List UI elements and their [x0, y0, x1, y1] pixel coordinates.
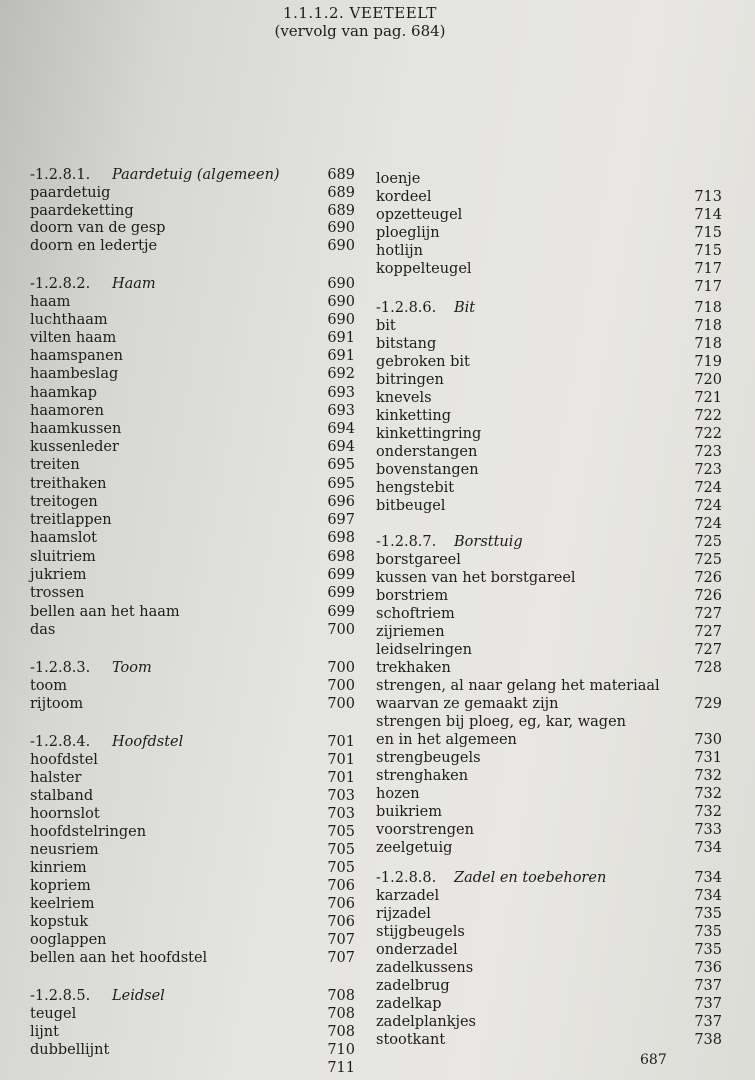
index-entry	[30, 677, 355, 695]
entry-term: onderzadel	[376, 942, 458, 958]
entry-term: bellen aan het haam	[30, 604, 180, 620]
entry-page-number: 691	[327, 348, 355, 364]
entry-term: opzetteugel	[376, 207, 463, 223]
entry-term: kinriem	[30, 860, 87, 876]
entry-term: paardeketting	[30, 203, 134, 219]
entry-term: loenje	[376, 171, 421, 187]
index-entry	[376, 695, 722, 713]
chapter-title: 1.1.1.2. VEETEELT	[283, 4, 437, 22]
entry-page-number: 726	[694, 570, 722, 586]
entry-page-number: 711	[327, 1060, 355, 1076]
entry-term: zadelkap	[376, 996, 442, 1012]
entry-term: bitringen	[376, 372, 444, 388]
entry-term: dubbellijnt	[30, 1042, 110, 1058]
section-heading	[376, 869, 722, 887]
index-entry	[376, 569, 722, 587]
index-entry	[376, 749, 722, 767]
entry-page-number: 732	[694, 768, 722, 784]
entry-page-number: 719	[694, 354, 722, 370]
index-entry	[376, 641, 722, 659]
entry-term: treithaken	[30, 476, 107, 492]
entry-page-number: 734	[694, 870, 722, 886]
entry-page-number: 720	[694, 372, 722, 388]
index-entry	[376, 713, 722, 731]
entry-page-number: 726	[694, 588, 722, 604]
entry-term: hotlijn	[376, 243, 424, 259]
index-entry	[30, 787, 355, 805]
index-entry	[376, 461, 722, 479]
entry-page-number: 717	[694, 261, 722, 277]
index-entry	[376, 923, 722, 941]
entry-term: kussenleder	[30, 439, 119, 455]
entry-page-number: 735	[694, 942, 722, 958]
entry-page-number: 707	[327, 950, 355, 966]
index-entry	[376, 605, 722, 623]
index-entry	[30, 805, 355, 823]
entry-page-number: 710	[327, 1042, 355, 1058]
entry-page-number: 735	[694, 906, 722, 922]
entry-page-number: 703	[327, 788, 355, 804]
entry-term: zadelbrug	[376, 978, 450, 994]
section-title: Leidsel	[112, 988, 165, 1004]
index-entry	[376, 821, 722, 839]
section-title: Haam	[112, 276, 156, 292]
entry-term: ooglappen	[30, 932, 107, 948]
entry-term: kinkettingring	[376, 426, 482, 442]
index-entry	[376, 371, 722, 389]
entry-page-number: 689	[327, 203, 355, 219]
index-entry	[376, 887, 722, 905]
entry-page-number: 701	[327, 752, 355, 768]
entry-term: buikriem	[376, 804, 442, 820]
index-entry	[376, 206, 722, 224]
entry-term: hengstebit	[376, 480, 455, 496]
index-entry	[30, 184, 355, 202]
entry-term: jukriem	[30, 567, 87, 583]
entry-page-number: 736	[694, 960, 722, 976]
entry-term: vilten haam	[30, 330, 117, 346]
entry-page-number: 700	[327, 678, 355, 694]
entry-page-number: 699	[327, 585, 355, 601]
entry-term: haamspanen	[30, 348, 124, 364]
entry-page-number: 733	[694, 822, 722, 838]
entry-term: ploeglijn	[376, 225, 440, 241]
entry-term: sluitriem	[30, 549, 96, 565]
index-entry	[30, 1059, 355, 1077]
index-entry	[376, 242, 722, 260]
index-entry	[30, 603, 355, 621]
entry-term: haamoren	[30, 403, 104, 419]
entry-term: haam	[30, 294, 71, 310]
index-entry	[30, 769, 355, 787]
entry-term: kordeel	[376, 189, 432, 205]
index-entry	[376, 188, 722, 206]
entry-page-number: 722	[694, 426, 722, 442]
entry-term: strengen bij ploeg, eg, kar, wagen	[376, 714, 627, 730]
page-number: 687	[640, 1052, 667, 1068]
entry-term: stalband	[30, 788, 94, 804]
index-entry	[30, 529, 355, 547]
section-code: -1.2.8.6.	[376, 300, 437, 316]
entry-page-number: 698	[327, 549, 355, 565]
index-entry	[376, 224, 722, 242]
section-heading	[30, 166, 355, 184]
index-entry	[30, 895, 355, 913]
index-entry	[30, 823, 355, 841]
section-code: -1.2.8.5.	[30, 988, 91, 1004]
index-entry	[30, 329, 355, 347]
index-entry	[30, 859, 355, 877]
entry-page-number: 718	[694, 300, 722, 316]
entry-term: halster	[30, 770, 82, 786]
section-code: -1.2.8.7.	[376, 534, 437, 550]
entry-term: paardetuig	[30, 185, 111, 201]
entry-page-number: 734	[694, 840, 722, 856]
index-entry	[376, 170, 722, 188]
entry-term: strenghaken	[376, 768, 469, 784]
index-entry	[376, 335, 722, 353]
entry-term: stootkant	[376, 1032, 446, 1048]
index-entry	[30, 202, 355, 220]
index-entry	[30, 841, 355, 859]
entry-term: hoofdstelringen	[30, 824, 147, 840]
entry-page-number: 705	[327, 824, 355, 840]
entry-term: zijriemen	[376, 624, 445, 640]
entry-term: teugel	[30, 1006, 77, 1022]
entry-page-number: 699	[327, 567, 355, 583]
entry-term: rijtoom	[30, 696, 84, 712]
entry-page-number: 707	[327, 932, 355, 948]
entry-page-number: 713	[694, 189, 722, 205]
entry-page-number: 708	[327, 1006, 355, 1022]
entry-term: waarvan ze gemaakt zijn	[376, 696, 559, 712]
entry-page-number: 694	[327, 439, 355, 455]
entry-page-number: 729	[694, 696, 722, 712]
entry-term: bit	[376, 318, 396, 334]
entry-term: zadelkussens	[376, 960, 474, 976]
index-entry	[376, 425, 722, 443]
entry-page-number: 731	[694, 750, 722, 766]
entry-term: bellen aan het hoofdstel	[30, 950, 208, 966]
entry-term: stijgbeugels	[376, 924, 465, 940]
index-entry	[30, 621, 355, 639]
entry-term: trossen	[30, 585, 85, 601]
entry-page-number: 706	[327, 914, 355, 930]
entry-term: schoftriem	[376, 606, 455, 622]
entry-page-number: 708	[327, 988, 355, 1004]
entry-term: koppelteugel	[376, 261, 472, 277]
entry-term: knevels	[376, 390, 432, 406]
index-entry	[30, 1023, 355, 1041]
entry-term: kopstuk	[30, 914, 89, 930]
index-entry	[30, 511, 355, 529]
entry-page-number: 714	[694, 207, 722, 223]
entry-page-number: 727	[694, 624, 722, 640]
entry-page-number: 723	[694, 444, 722, 460]
entry-page-number: 738	[694, 1032, 722, 1048]
entry-term: voorstrengen	[376, 822, 474, 838]
section-title: Toom	[112, 660, 152, 676]
index-entry	[30, 548, 355, 566]
index-entry	[30, 695, 355, 713]
entry-term: lijnt	[30, 1024, 59, 1040]
entry-page-number: 737	[694, 996, 722, 1012]
entry-page-number: 695	[327, 476, 355, 492]
entry-page-number: 692	[327, 366, 355, 382]
entry-term: en in het algemeen	[376, 732, 517, 748]
index-entry	[376, 941, 722, 959]
entry-term: neusriem	[30, 842, 99, 858]
entry-page-number: 734	[694, 888, 722, 904]
index-entry	[376, 785, 722, 803]
entry-page-number: 735	[694, 924, 722, 940]
section-title: Zadel en toebehoren	[454, 870, 607, 886]
index-entry	[376, 623, 722, 641]
entry-page-number: 724	[694, 498, 722, 514]
entry-page-number: 708	[327, 1024, 355, 1040]
index-entry	[376, 767, 722, 785]
entry-term: haamkap	[30, 385, 98, 401]
entry-page-number: 732	[694, 804, 722, 820]
entry-term: zeelgetuig	[376, 840, 453, 856]
index-entry	[30, 219, 355, 237]
entry-term: leidselringen	[376, 642, 472, 658]
index-entry	[30, 493, 355, 511]
index-entry	[30, 237, 355, 255]
section-title: Bit	[454, 300, 476, 316]
entry-page-number: 717	[694, 279, 722, 295]
entry-page-number: 724	[694, 480, 722, 496]
entry-page-number: 690	[327, 220, 355, 236]
entry-term: haambeslag	[30, 366, 119, 382]
section-title: Paardetuig (algemeen)	[112, 167, 280, 183]
entry-page-number: 689	[327, 185, 355, 201]
entry-page-number: 700	[327, 696, 355, 712]
index-entry	[376, 260, 722, 278]
index-entry	[376, 353, 722, 371]
index-entry	[30, 438, 355, 456]
entry-page-number: 721	[694, 390, 722, 406]
index-entry	[376, 389, 722, 407]
index-entry	[376, 407, 722, 425]
entry-page-number: 695	[327, 457, 355, 473]
entry-page-number: 693	[327, 403, 355, 419]
entry-term: trekhaken	[376, 660, 451, 676]
section-title: Borsttuig	[454, 534, 523, 550]
entry-page-number: 730	[694, 732, 722, 748]
entry-term: doorn van de gesp	[30, 220, 166, 236]
index-entry	[30, 365, 355, 383]
index-entry	[30, 475, 355, 493]
entry-page-number: 725	[694, 534, 722, 550]
entry-page-number: 690	[327, 276, 355, 292]
index-entry	[30, 931, 355, 949]
entry-term: bovenstangen	[376, 462, 479, 478]
entry-page-number: 723	[694, 462, 722, 478]
entry-term: keelriem	[30, 896, 95, 912]
section-heading	[30, 659, 355, 677]
entry-term: toom	[30, 678, 68, 694]
entry-page-number: 691	[327, 330, 355, 346]
index-entry	[376, 803, 722, 821]
entry-page-number: 698	[327, 530, 355, 546]
section-heading	[376, 299, 722, 317]
entry-page-number: 737	[694, 1014, 722, 1030]
index-entry	[376, 839, 722, 857]
index-entry	[376, 515, 722, 533]
entry-page-number: 706	[327, 896, 355, 912]
entry-term: kinketting	[376, 408, 452, 424]
entry-page-number: 718	[694, 318, 722, 334]
section-code: -1.2.8.4.	[30, 734, 91, 750]
index-entry	[376, 659, 722, 677]
entry-page-number: 715	[694, 243, 722, 259]
entry-term: haamslot	[30, 530, 98, 546]
entry-page-number: 715	[694, 225, 722, 241]
index-entry	[30, 877, 355, 895]
entry-page-number: 701	[327, 734, 355, 750]
index-entry	[376, 905, 722, 923]
entry-term: kopriem	[30, 878, 91, 894]
entry-term: karzadel	[376, 888, 440, 904]
entry-term: das	[30, 622, 56, 638]
entry-page-number: 728	[694, 660, 722, 676]
index-entry	[376, 587, 722, 605]
index-entry	[30, 420, 355, 438]
entry-page-number: 694	[327, 421, 355, 437]
section-heading	[30, 733, 355, 751]
entry-page-number: 737	[694, 978, 722, 994]
entry-page-number: 705	[327, 860, 355, 876]
index-entry	[376, 977, 722, 995]
index-entry	[30, 949, 355, 967]
entry-page-number: 725	[694, 552, 722, 568]
index-entry	[376, 443, 722, 461]
index-entry	[30, 347, 355, 365]
index-entry	[30, 402, 355, 420]
entry-page-number: 724	[694, 516, 722, 532]
entry-page-number: 699	[327, 604, 355, 620]
entry-term: treitlappen	[30, 512, 112, 528]
entry-page-number: 703	[327, 806, 355, 822]
entry-term: haamkussen	[30, 421, 122, 437]
entry-page-number: 693	[327, 385, 355, 401]
index-entry	[30, 584, 355, 602]
entry-term: treitogen	[30, 494, 98, 510]
entry-term: strengbeugels	[376, 750, 481, 766]
section-code: -1.2.8.2.	[30, 276, 91, 292]
section-code: -1.2.8.3.	[30, 660, 91, 676]
entry-page-number: 690	[327, 294, 355, 310]
index-entry	[376, 731, 722, 749]
index-entry	[30, 293, 355, 311]
entry-page-number: 718	[694, 336, 722, 352]
entry-page-number: 690	[327, 312, 355, 328]
index-entry	[30, 456, 355, 474]
entry-page-number: 689	[327, 167, 355, 183]
entry-page-number: 727	[694, 642, 722, 658]
index-entry	[376, 959, 722, 977]
entry-page-number: 706	[327, 878, 355, 894]
chapter-subtitle: (vervolg van pag. 684)	[274, 22, 446, 40]
index-entry	[376, 551, 722, 569]
section-code: -1.2.8.1.	[30, 167, 91, 183]
index-entry	[30, 384, 355, 402]
entry-term: luchthaam	[30, 312, 108, 328]
index-entry	[30, 1005, 355, 1023]
section-heading	[30, 275, 355, 293]
index-entry	[376, 497, 722, 515]
section-code: -1.2.8.8.	[376, 870, 437, 886]
entry-page-number: 705	[327, 842, 355, 858]
entry-term: bitstang	[376, 336, 437, 352]
entry-term: onderstangen	[376, 444, 478, 460]
entry-page-number: 697	[327, 512, 355, 528]
entry-page-number: 722	[694, 408, 722, 424]
entry-page-number: 696	[327, 494, 355, 510]
index-entry	[30, 913, 355, 931]
entry-term: borstriem	[376, 588, 449, 604]
index-entry	[376, 317, 722, 335]
entry-page-number: 727	[694, 606, 722, 622]
entry-term: hozen	[376, 786, 420, 802]
index-entry	[376, 677, 722, 695]
entry-term: bitbeugel	[376, 498, 446, 514]
index-entry	[30, 566, 355, 584]
entry-page-number: 700	[327, 660, 355, 676]
entry-page-number: 700	[327, 622, 355, 638]
index-entry	[376, 1013, 722, 1031]
entry-term: hoornslot	[30, 806, 100, 822]
entry-term: strengen, al naar gelang het materiaal	[376, 678, 660, 694]
entry-term: rijzadel	[376, 906, 431, 922]
section-heading	[30, 987, 355, 1005]
entry-term: zadelplankjes	[376, 1014, 476, 1030]
entry-page-number: 701	[327, 770, 355, 786]
index-entry	[376, 479, 722, 497]
section-title: Hoofdstel	[112, 734, 184, 750]
entry-page-number: 690	[327, 238, 355, 254]
entry-term: borstgareel	[376, 552, 461, 568]
entry-term: doorn en ledertje	[30, 238, 158, 254]
entry-term: kussen van het borstgareel	[376, 570, 576, 586]
index-entry	[30, 751, 355, 769]
index-entry	[376, 1031, 722, 1049]
entry-term: treiten	[30, 457, 80, 473]
section-heading	[376, 533, 722, 551]
index-entry	[376, 995, 722, 1013]
entry-term: gebroken bit	[376, 354, 470, 370]
entry-page-number: 732	[694, 786, 722, 802]
index-entry	[30, 1041, 355, 1059]
index-entry	[376, 278, 722, 296]
index-entry	[30, 311, 355, 329]
entry-term: hoofdstel	[30, 752, 98, 768]
